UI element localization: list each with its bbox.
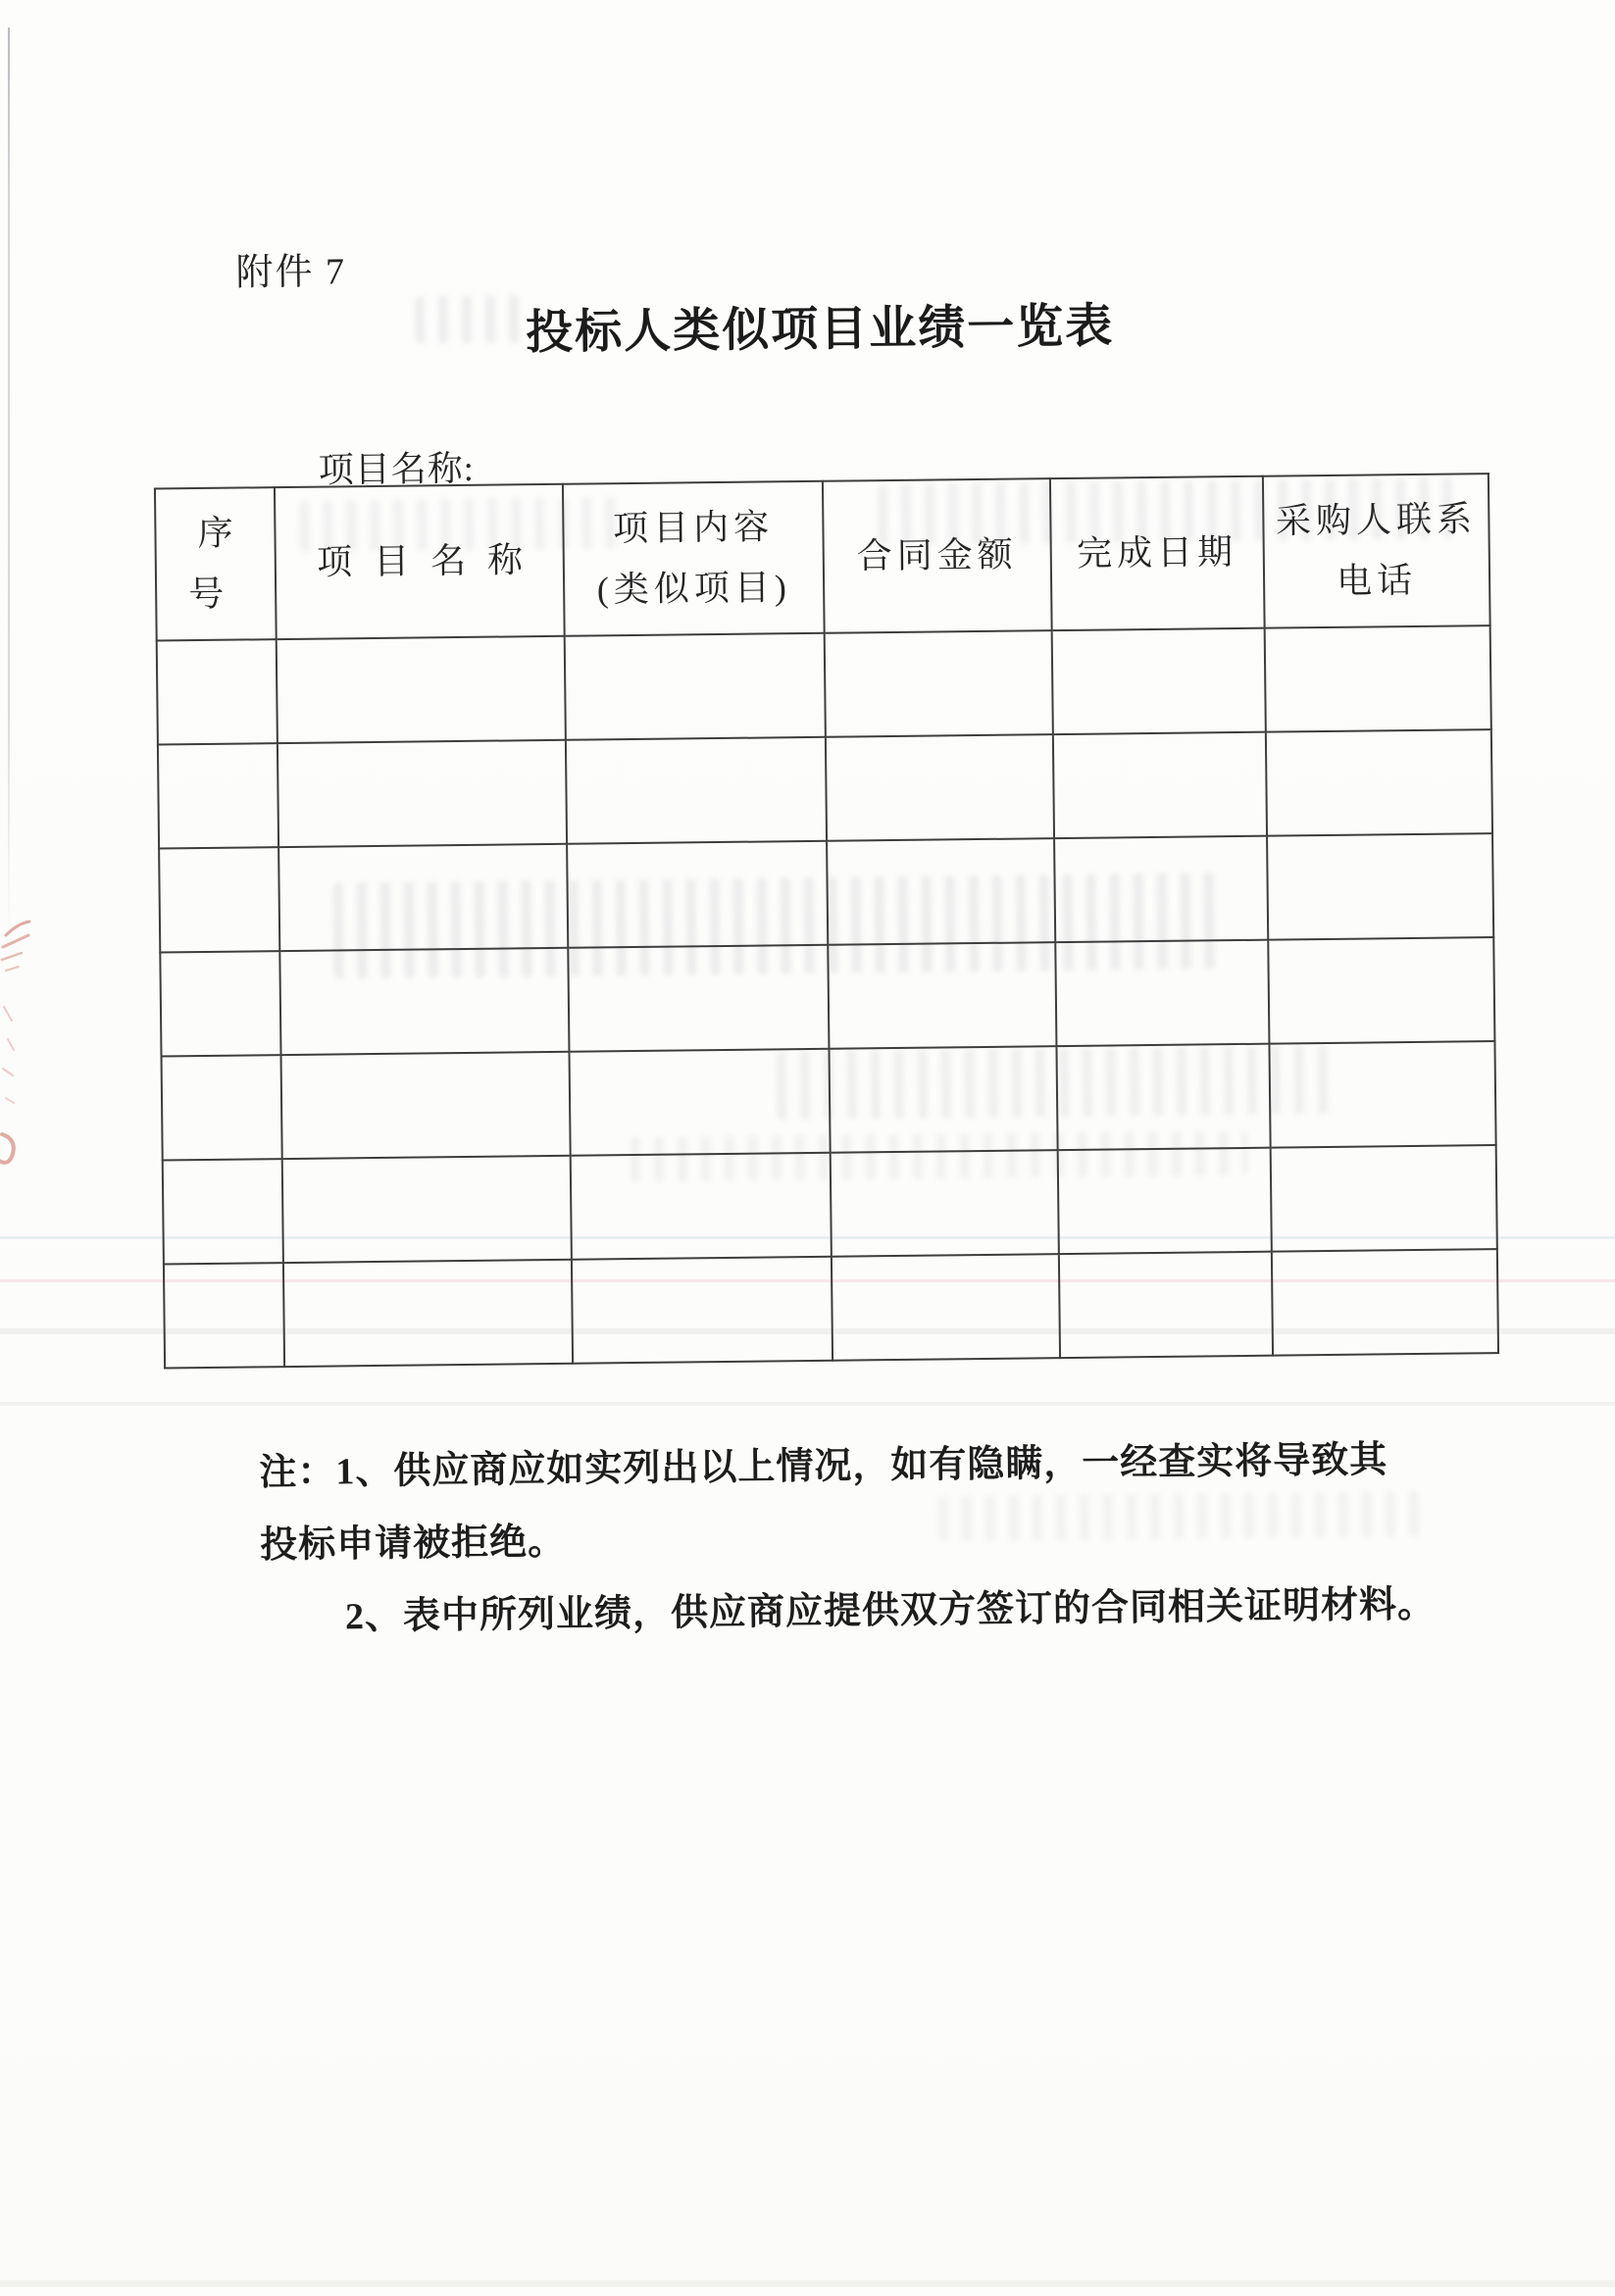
table-row <box>164 1249 1498 1368</box>
empty-cell <box>283 1260 573 1367</box>
header-cell-completion-date: 完成日期 <box>1049 476 1264 630</box>
empty-cell <box>832 1254 1059 1361</box>
page-title: 投标人类似项目业绩一览表 <box>525 300 1115 360</box>
empty-cell <box>829 942 1056 1049</box>
empty-cell <box>159 847 280 952</box>
empty-cell <box>1054 836 1269 942</box>
empty-cell <box>1056 1044 1271 1150</box>
empty-cell <box>1051 628 1266 734</box>
empty-cell <box>1055 940 1270 1046</box>
note-line: 投标申请被拒绝。 <box>259 1521 567 1567</box>
table-row <box>163 1145 1497 1264</box>
empty-cell <box>158 743 279 848</box>
empty-cell <box>827 838 1054 945</box>
table-row <box>157 625 1491 744</box>
empty-cell <box>565 633 826 740</box>
empty-cell <box>278 740 567 847</box>
table-row <box>160 937 1494 1056</box>
note-line: 2、表中所列业绩，供应商应提供双方签订的合同相关证明材料。 <box>344 1583 1437 1638</box>
header-cell-project-name: 项目名称 <box>275 484 564 639</box>
empty-cell <box>282 1156 572 1263</box>
header-cell-project-content: 项目内容 (类似项目) <box>563 481 825 636</box>
empty-cell <box>1058 1252 1273 1358</box>
header-row <box>155 474 1490 640</box>
empty-cell <box>1272 1249 1498 1356</box>
table-row <box>158 729 1492 848</box>
table-body <box>157 625 1498 1368</box>
table-row <box>159 833 1493 952</box>
empty-cell <box>1266 729 1492 836</box>
empty-cell <box>160 951 281 1056</box>
empty-cell <box>566 737 827 844</box>
empty-cell <box>571 1153 832 1260</box>
empty-cell <box>570 1049 831 1156</box>
empty-cell <box>1052 732 1267 838</box>
empty-cell <box>1268 937 1494 1044</box>
header-cell-purchaser-phone: 采购人联系 电话 <box>1263 474 1490 628</box>
notes <box>259 1423 1506 1654</box>
empty-cell <box>568 945 829 1052</box>
empty-cell <box>1267 833 1493 940</box>
empty-cell <box>567 841 828 948</box>
empty-cell <box>1271 1145 1497 1252</box>
header-cell-contract-amount: 合同金额 <box>823 478 1051 633</box>
empty-cell <box>163 1159 284 1264</box>
empty-cell <box>280 948 570 1055</box>
empty-cell <box>157 639 278 744</box>
empty-cell <box>831 1150 1058 1257</box>
empty-cell <box>162 1055 283 1160</box>
empty-cell <box>1265 625 1491 732</box>
performance-table <box>154 473 1499 1369</box>
empty-cell <box>277 636 566 743</box>
empty-cell <box>830 1046 1057 1153</box>
attachment-label: 附件 7 <box>235 251 347 294</box>
header-cell-serial-no: 序号 <box>155 487 277 640</box>
empty-cell <box>164 1263 285 1368</box>
empty-cell <box>1057 1148 1272 1254</box>
empty-cell <box>281 1052 571 1159</box>
project-name-label: 项目名称: <box>318 448 475 490</box>
table-row <box>162 1041 1496 1160</box>
empty-cell <box>825 630 1052 737</box>
empty-cell <box>572 1257 833 1364</box>
bleed-through-artifact <box>415 295 524 343</box>
empty-cell <box>1270 1041 1496 1148</box>
empty-cell <box>278 844 568 951</box>
empty-cell <box>826 734 1053 841</box>
note-line: 注：1、供应商应如实列出以上情况，如有隐瞒，一经查实将导致其 <box>259 1439 1388 1494</box>
